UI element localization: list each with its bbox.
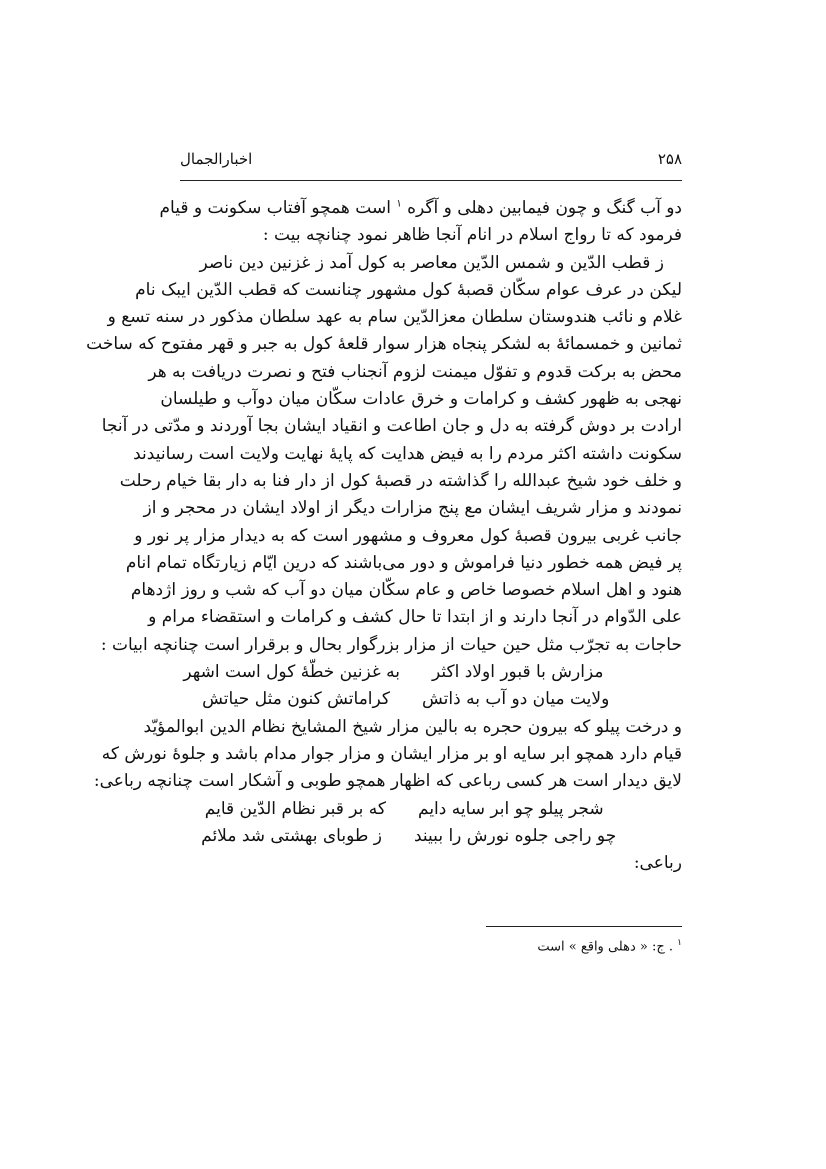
- text-line: ثمانین و خمسمائهٔ به لشکر پنجاه هزار سوار قلعهٔ کول به جبر و قهر مفتوح که ساخت: [86, 334, 682, 355]
- text-line: لیکن در عرف عوام سکّان قصبهٔ کول مشهور چنانست که قطب الدّین ایبک نام: [135, 279, 682, 300]
- verse-line: ز قطب الدّین و شمس الدّین معاصر به کول آمد ز غزنین دین ناصر: [199, 252, 664, 273]
- couplet: [180, 796, 682, 823]
- text-line: و درخت پیلو که بیرون حجره به بالین مزار شیخ المشایخ نظام الدین ابوالمؤیّد: [143, 716, 682, 737]
- footnote: [420, 934, 682, 956]
- text-line: نهجی به ظهور کشف و کرامات و خرق عادات سکّان میان دوآب و طیلسان: [160, 389, 682, 410]
- text-line: [159, 195, 682, 222]
- running-title: اخبارالجمال: [180, 150, 253, 168]
- text-line: ارادت بر دوش گرفته به دل و جان اطاعت و انقیاد ایشان بجا آوردند و مدّتی در آنجا: [101, 416, 682, 437]
- couplet: [180, 686, 682, 713]
- text-line: غلام و نائب هندوستان سلطان معزالدّین سام به عهد سلطان مذکور در سنه تسع و: [107, 307, 682, 328]
- text-line: قیام دارد همچو ابر سایه او بر مزار ایشان و مزار جوار مدام باشد و جلوهٔ نورش که: [101, 743, 682, 764]
- footnote-reference: ۱: [396, 198, 402, 210]
- couplet: [180, 823, 682, 850]
- hemistich: شجر پیلو چو ابر سایه دایم: [418, 798, 604, 819]
- text-segment: دو آب گنگ و چون فیمابین دهلی و آگره: [407, 198, 682, 218]
- text-line: حاجات به تجرّب مثل حین حیات از مزار بزرگوار بحال و برقرار است چنانچه ابیات :: [100, 634, 682, 655]
- page-header: [180, 150, 682, 172]
- hemistich: ولایت میان دو آب به ذاتش: [422, 689, 610, 710]
- text-line: هنود و اهل اسلام خصوصا خاص و عام سکّان میان دو آب که شب و روز اژدهام: [130, 580, 682, 601]
- header-rule: [180, 180, 682, 181]
- hemistich: کراماتش کنون مثل حیاتش: [202, 689, 390, 710]
- hemistich: ز طوبای بهشتی شد ملائم: [201, 825, 382, 846]
- footnote-rule: [486, 926, 682, 927]
- text-line: و خلف خود شیخ عبدالله را گذاشته در قصبهٔ کول از دار فنا به دار بقا خیام رحلت: [119, 470, 682, 491]
- hemistich: چو راجی جلوه نورش را ببیند: [414, 825, 617, 846]
- text-line: پر فیض همه خطور دنیا فراموش و دور می‌باشند که درین ایّام زیارتگاه تمام انام: [125, 552, 682, 573]
- text-line: محض به برکت قدوم و تفوّل میمنت لزوم آنجناب فتح و نصرت دریافت به هر: [148, 361, 682, 382]
- text-line: علی الدّوام در آنجا دارند و از ابتدا تا حال کشف و کرامات و استقضاء مرام و: [148, 607, 682, 628]
- page-number: ۲۵۸: [657, 150, 682, 168]
- footnote-mark: ۱: [677, 938, 682, 948]
- hemistich: به غزنین خطّهٔ کول است اشهر: [183, 662, 400, 683]
- text-segment: است همچو آفتاب سکونت و قیام: [159, 198, 391, 218]
- body-text: [86, 195, 682, 877]
- text-line: جانب غربی بیرون قصبهٔ کول معروف و مشهور است که به دیدار مزار پر نور و: [134, 525, 682, 546]
- text-line: سکونت داشته اکثر مردم را به فیض هدایت که پایهٔ نهایت ولایت است رسانیدند: [133, 443, 682, 464]
- hemistich: که بر قبر نظام الدّین قایم: [204, 798, 386, 819]
- text-line: نمودند و مزار شریف ایشان مع پنج مزارات دیگر از اولاد ایشان در محجر و از: [143, 498, 682, 519]
- footnote-text: . ج: « دهلی واقع » است: [537, 939, 674, 955]
- text-line: لایق دیدار است هر کسی رباعی که اظهار همچو طوبی و آشکار است چنانچه رباعی:: [93, 771, 682, 792]
- hemistich: مزارش با قبور اولاد اکثر: [432, 662, 604, 683]
- text-line: فرمود که تا رواج اسلام در انام آنجا ظاهر نمود چنانچه بیت :: [262, 225, 682, 246]
- couplet: [180, 659, 682, 686]
- text-line: رباعی:: [633, 853, 682, 874]
